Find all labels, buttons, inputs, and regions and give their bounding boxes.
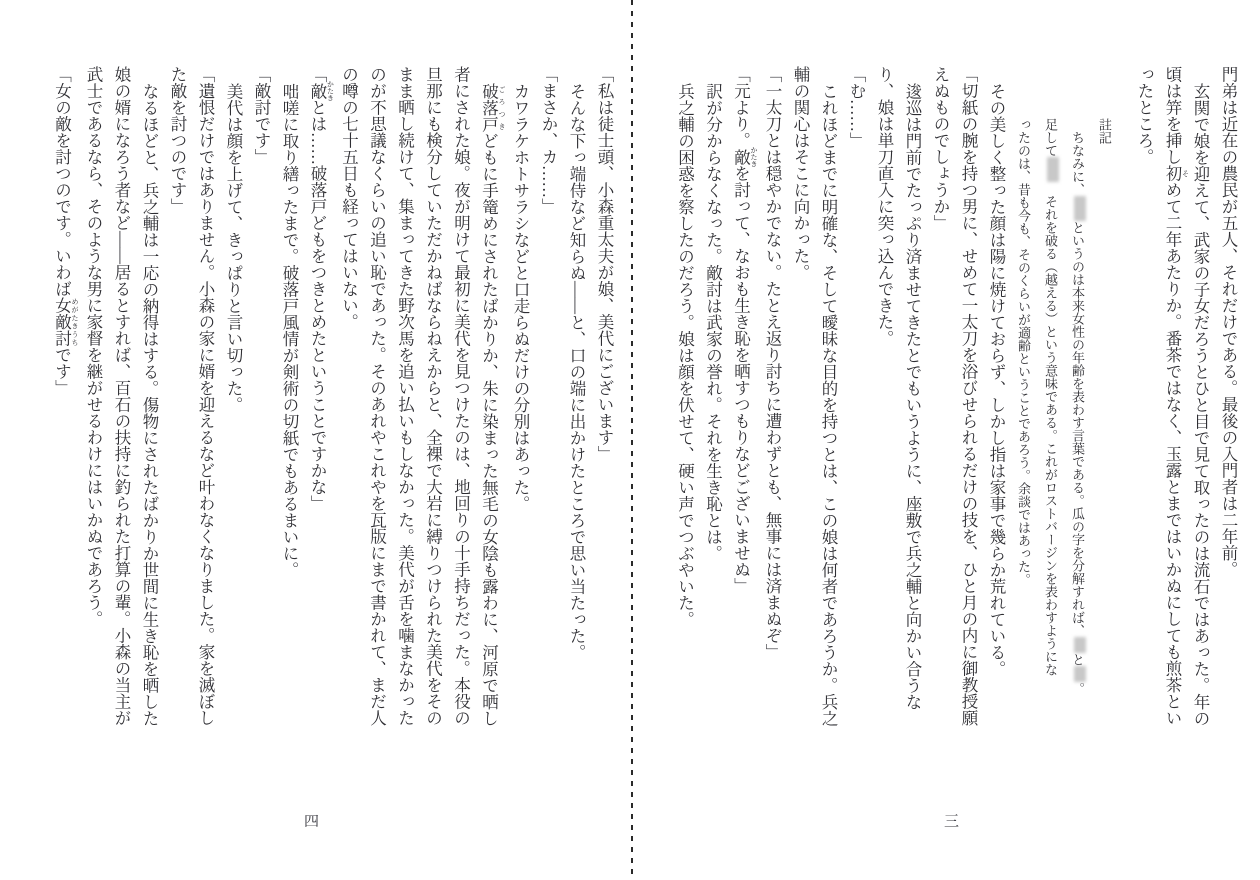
paragraph: 玄関で娘を迎えて、武家の子女だろうとひと目で見て取ったのは流石ではあった。年の頃は笄を挿し初 そめて二年あたりか。番茶ではなく、玉露とまではいかぬにしても煎茶といったところ。: [1135, 66, 1210, 726]
page-number-left: 四: [304, 814, 320, 830]
note-paragraph: ったのは、昔も今も、そのくらいが適齢ということであろう。余談ではあった。: [1016, 118, 1031, 586]
page-right: [656, 66, 1242, 736]
redacted-text: [1074, 666, 1086, 682]
paragraph: 美代は顔を上げて、きっぱりと言い切った。: [224, 82, 243, 413]
page-left: [32, 66, 618, 736]
paragraph: その美しく整った顔は陽に焼けておらず、しかし指は家事で幾らか荒れている。: [987, 82, 1006, 677]
note-paragraph: 足して それを破る（越える）という意味である。これがロストバージンを表わすようにな: [1043, 118, 1058, 676]
paragraph: 「一太刀とは穏やかでない。たとえ返り討ちに遭わずとも、無事には済まぬぞ」: [763, 66, 782, 660]
paragraph: 「まさか、カ……」: [539, 66, 558, 215]
paragraph: なるほどと、兵之輔は一応の納得はする。傷物にされたばかりか世間に生き恥を晒した娘の婿になろう者など――居るとすれば、百石の扶持に釣られた打算の輩。小森の当主が武士であるなら、そのような男に家督を継がせるわけにはいかぬであろう。: [84, 66, 159, 726]
page-left-text: [48, 66, 619, 736]
paragraph: 「敵 かたきとは……破落戸どもをつきとめたということですかな」: [308, 66, 335, 512]
note-paragraph: ちなみに、というのは本来女性の年齢を表わす言葉である。瓜の字を分解すれば、と。: [1070, 131, 1085, 695]
redacted-text: [1074, 637, 1086, 653]
paragraph: 「遺恨だけではありません。小森の家に婿を迎えるなど叶わなくなりました。家を滅ぼした敵を討つのです」: [168, 66, 215, 726]
paragraph: これほどまでに明確な、そして曖昧な目的を持つとは、この娘は何者であろうか。兵之輔の関心はそこに向かった。: [791, 66, 838, 726]
page-right-text: [671, 66, 1243, 736]
paragraph: 「私は徒士頭、小森重太夫が娘、美代にございます」: [595, 66, 614, 462]
furigana-term: 女敵討 めがたきうち: [52, 297, 79, 347]
paragraph: 「切紙の腕を持つ男に、せめて一太刀を浴びせられるだけの技を、ひと月の内に御教授願えぬものでしょうか」: [931, 66, 978, 726]
furigana-term: 破落戸 ごろつき: [479, 82, 506, 132]
redacted-text: [1047, 157, 1059, 182]
paragraph: 咄嗟に取り繕ったまで。破落戸風情が剣術の切紙でもあるまいに。: [280, 82, 299, 578]
furigana-term: 敵 かたき: [731, 146, 758, 168]
furigana-term: 初 そ: [1163, 165, 1190, 182]
paragraph: 「女の敵を討つのです。いわば女敵討 めがたきうちです」: [52, 66, 79, 396]
redacted-text: [1074, 196, 1086, 221]
furigana-term: 敵 かたき: [308, 80, 335, 102]
paragraph: 「元より。敵 かたきを討って、なおも生き恥を晒すつもりなどございませぬ」: [731, 66, 758, 594]
paragraph: 破落戸 ごろつきどもに手篭めにされたばかりか、朱に染まった無毛の女陰も露わに、河原で晒し者にされた娘。夜が明けて最初に美代を見つけたのは、地回りの十手持ちだった。本役の旦那にも検分していただかねばならねえからと、全裸で大岩に縛りつけられた美代をそのまま晒し続けて、集まってきた野次馬を追い払いもしなかった。美代が舌を噛まなかったのが不思議なくらいの追い恥であった。そのあれやこれやを瓦版にまで書かれて、まだ人の噂の七十五日も経ってはいない。: [339, 66, 506, 726]
note-paragraph: 註記: [1097, 118, 1112, 144]
paragraph: 「む……」: [847, 66, 866, 149]
paragraph: 訳が分からなくなった。敵討は武家の誉れ。それを生き恥とは。: [703, 82, 723, 561]
paragraph: 門弟は近在の農民が五人、それだけである。最後の入門者は二年前。: [1219, 66, 1238, 578]
paragraph: そんな下っ端侍など知らぬ――と、口の端に出かけたところで思い当たった。: [567, 82, 586, 660]
paragraph: カワラケホトサラシなどと口走らぬだけの分別はあった。: [511, 82, 530, 512]
paragraph: 逡巡は門前でたっぷり済ませてきたとでもいうように、座敷で兵之輔と向かい合うなり、娘は単刀直入に突っ込んできた。: [875, 66, 922, 710]
paragraph: 兵之輔の困惑を察したのだろう。娘は顔を伏せて、硬い声でつぶやいた。: [675, 82, 695, 627]
paragraph: 「敵討です」: [252, 66, 271, 165]
page-divider-dashed-line: [631, 0, 633, 880]
page-number-right: 三: [944, 814, 960, 830]
